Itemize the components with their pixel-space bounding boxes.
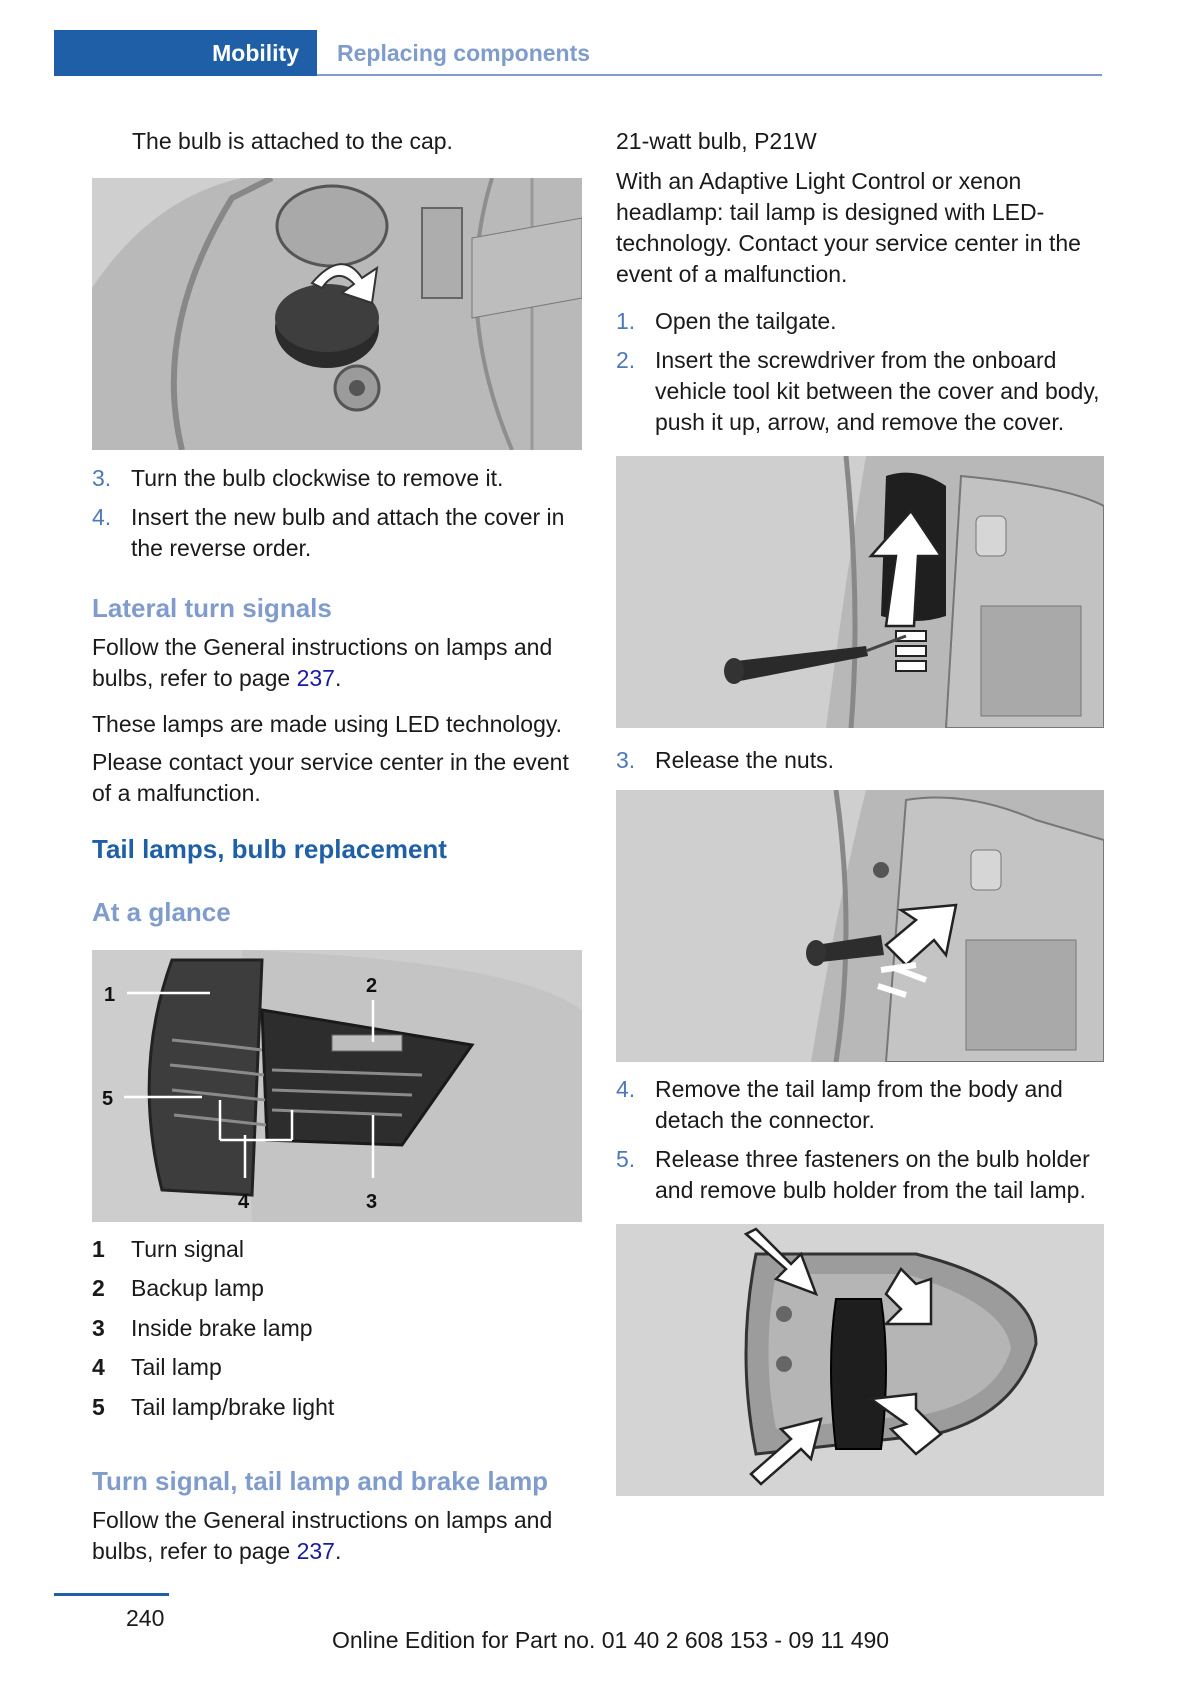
callout-3: 3 [366, 1191, 378, 1213]
step-text: Release three fasteners on the bulb holder and remove bulb holder from the tail lamp. [655, 1146, 1090, 1203]
step-text: Open the tailgate. [655, 308, 837, 334]
heading-turn-signal-tail-brake: Turn signal, tail lamp and brake lamp [92, 1466, 549, 1496]
legend-number: 3 [92, 1315, 105, 1341]
adaptive-light-note: With an Adaptive Light Control or xenon headlamp: tail lamp is designed with LED-technology. Contact your service center in the event of a malfunction. [616, 168, 1081, 287]
lateral-paragraph-2: These lamps are made using LED technology. [92, 711, 563, 737]
figure-tail-lamp-overview [92, 950, 582, 1222]
callout-5: 5 [102, 1088, 114, 1110]
page-number: 240 [126, 1605, 165, 1631]
step-text: Release the nuts. [655, 747, 835, 773]
step-number: 4. [616, 1076, 636, 1102]
callout-4: 4 [238, 1191, 250, 1213]
step-text: Insert the new bulb and attach the cover in the reverse order. [131, 504, 565, 561]
figure-release-nuts [616, 790, 1104, 1062]
edition-text: Online Edition for Part no. 01 40 2 608 153 - 09 11 490 [332, 1627, 890, 1653]
bulb-spec: 21-watt bulb, P21W [616, 128, 817, 154]
figure-remove-cover [616, 456, 1104, 728]
figure-bulb-cap [92, 178, 582, 450]
step-text: Remove the tail lamp from the body and detach the connector. [655, 1076, 1063, 1133]
step-number: 5. [616, 1146, 636, 1172]
step-text: Insert the screwdriver from the onboard vehicle tool kit between the cover and body, push it up, arrow, and remove the cover. [655, 347, 1100, 435]
lateral-paragraph-1: Follow the General instructions on lamps and bulbs, refer to page 237. [92, 634, 553, 691]
page-link[interactable]: 237 [296, 665, 335, 691]
legend-text: Tail lamp [131, 1354, 222, 1380]
legend-text: Backup lamp [131, 1275, 264, 1301]
subsection-title[interactable]: Replacing components [337, 40, 591, 66]
step-number: 3. [616, 747, 636, 773]
callout-2: 2 [366, 975, 378, 997]
heading-tail-lamps: Tail lamps, bulb replacement [92, 834, 447, 864]
footer-rule [54, 1593, 169, 1596]
heading-lateral-turn-signals: Lateral turn signals [92, 593, 332, 623]
callout-1: 1 [104, 984, 116, 1006]
legend-number: 4 [92, 1354, 105, 1380]
lateral-paragraph-3: Please contact your service center in the event of a malfunction. [92, 749, 569, 806]
intro-text: The bulb is attached to the cap. [132, 128, 453, 154]
figure-bulb-holder [616, 1224, 1104, 1496]
step-text: Turn the bulb clockwise to remove it. [131, 465, 504, 491]
section-tab[interactable]: Mobility [54, 30, 317, 76]
heading-at-a-glance: At a glance [92, 897, 231, 927]
legend-number: 2 [92, 1275, 105, 1301]
legend-text: Inside brake lamp [131, 1315, 313, 1341]
step-number: 4. [92, 504, 112, 530]
legend-number: 1 [92, 1236, 105, 1262]
page-link[interactable]: 237 [296, 1538, 335, 1564]
legend-text: Turn signal [131, 1236, 244, 1262]
header-rule [317, 74, 1102, 76]
turn-signal-paragraph: Follow the General instructions on lamps and bulbs, refer to page 237. [92, 1507, 553, 1564]
legend-number: 5 [92, 1394, 105, 1420]
step-number: 1. [616, 308, 636, 334]
step-number: 3. [92, 465, 112, 491]
step-number: 2. [616, 347, 636, 373]
page-header [54, 30, 1102, 76]
legend-text: Tail lamp/brake light [131, 1394, 335, 1420]
